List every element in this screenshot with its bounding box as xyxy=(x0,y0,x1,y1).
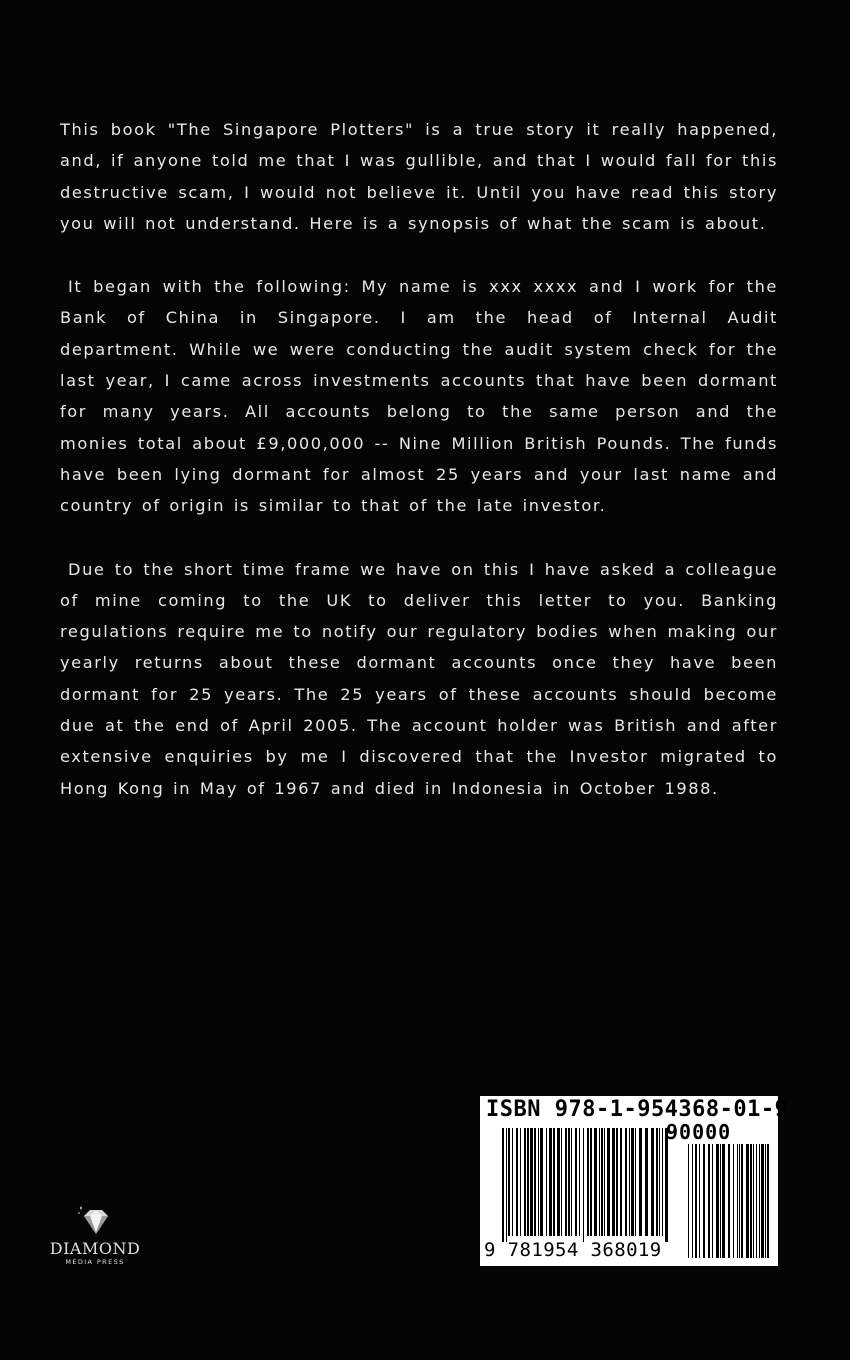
barcode-bar xyxy=(750,1144,752,1258)
synopsis-paragraph-3: Due to the short time frame we have on this I have asked a colleague of mine coming to the UK to deliver this letter to you. Banking regulations require me to notify our regulatory bodies when making our yearly returns about these dormant accounts once they have been dormant for 25 years. The 25 years of these accounts should become due at the end of April 2005. The account holder was British and after extensive enquiries by me I discovered that the Investor migrated to Hong Kong in May of 1967 and died in Indonesia in October 1988. xyxy=(60,559,778,798)
barcode-bar xyxy=(746,1144,749,1258)
barcode-bar xyxy=(703,1144,705,1258)
synopsis-paragraph-2: It began with the following: My name is xxx xxxx and I work for the Bank of China in Singapore. I am the head of Internal Audit department. While we were conducting the audit system check for the last year, I came across investments accounts that have been dormant for many years. All accounts belong to the same person and the monies total about £9,000,000 -- Nine Million British Pounds. The funds have been lying dormant for almost 25 years and your last name and country of origin is similar to that of the late investor. xyxy=(60,277,778,516)
barcode-bar xyxy=(741,1144,743,1258)
barcode-bar xyxy=(516,1128,518,1236)
barcode-bar xyxy=(756,1144,757,1258)
isbn-number: ISBN 978-1-954368-01-9 xyxy=(486,1097,789,1122)
barcode-bar xyxy=(524,1128,526,1236)
barcode-addon-number: 90000 xyxy=(666,1120,732,1144)
diamond-icon xyxy=(76,1202,114,1240)
barcode-bar xyxy=(716,1144,719,1258)
barcode-bar xyxy=(765,1144,766,1258)
barcode-bar xyxy=(635,1128,636,1236)
barcode-bar xyxy=(520,1128,521,1236)
barcode-bar xyxy=(557,1128,560,1236)
barcode-bar xyxy=(579,1128,580,1236)
barcode-bar xyxy=(565,1128,567,1236)
barcode-bar xyxy=(695,1144,697,1258)
barcode-bar xyxy=(508,1128,510,1236)
barcode-bar xyxy=(662,1128,663,1236)
barcode-bar xyxy=(656,1128,658,1236)
barcode-bar xyxy=(625,1128,627,1236)
barcode-bar xyxy=(699,1144,700,1258)
barcode-bar xyxy=(540,1128,543,1236)
barcode-bar xyxy=(594,1128,597,1236)
barcode-digits: 9 781954 368019 xyxy=(484,1239,662,1261)
barcode-bar xyxy=(688,1144,689,1258)
barcode-bar xyxy=(722,1144,725,1258)
barcode-bar xyxy=(590,1128,592,1236)
barcode-bar xyxy=(612,1128,615,1236)
barcode-bar xyxy=(708,1144,710,1258)
barcode-bar xyxy=(759,1144,760,1258)
barcode-bar xyxy=(639,1128,642,1236)
barcode-bar xyxy=(512,1128,513,1236)
barcode-bar xyxy=(692,1144,693,1258)
barcode-bar xyxy=(506,1128,507,1242)
barcode-bar xyxy=(553,1128,555,1236)
barcode-bar xyxy=(599,1128,600,1236)
barcode-bar xyxy=(561,1128,562,1236)
barcode-bar xyxy=(587,1128,589,1236)
synopsis-paragraph-1: This book "The Singapore Plotters" is a true story it really happened, and, if anyone told me that I was gullible, and that I would fall for this destructive scam, I would not believe it. Until you have read this story you will not understand. Here is a synopsis of what the scam is about. xyxy=(60,120,778,233)
barcode-bar xyxy=(767,1144,769,1258)
barcode-bar xyxy=(530,1128,533,1236)
barcode-bar xyxy=(534,1128,536,1236)
barcode-bar xyxy=(629,1128,630,1236)
publisher-subtitle: MEDIA PRESS xyxy=(65,1258,125,1266)
barcode-bar xyxy=(733,1144,734,1258)
barcode-bar xyxy=(601,1128,603,1236)
barcode-bar xyxy=(720,1144,721,1258)
barcode-bar xyxy=(753,1144,754,1258)
barcode-bar xyxy=(607,1128,610,1236)
barcode-bar xyxy=(728,1144,730,1258)
barcode-bar xyxy=(538,1128,539,1236)
barcode-bar xyxy=(645,1128,648,1236)
barcode-bar xyxy=(575,1128,577,1236)
barcode-bar xyxy=(651,1128,654,1236)
barcode-bar xyxy=(546,1128,547,1236)
barcode-bar xyxy=(761,1144,764,1258)
barcode-bar xyxy=(659,1128,660,1236)
barcode-bar xyxy=(583,1128,584,1242)
barcode-bar xyxy=(604,1128,605,1236)
barcode-bar xyxy=(631,1128,634,1236)
barcode-bar xyxy=(712,1144,713,1258)
publisher-name: DIAMOND xyxy=(49,1239,141,1258)
barcode-bar xyxy=(571,1128,572,1236)
barcode-bar xyxy=(616,1128,618,1236)
barcode-bar xyxy=(620,1128,622,1236)
back-cover-synopsis xyxy=(60,114,778,836)
barcode-bar xyxy=(549,1128,552,1236)
barcode-bar xyxy=(737,1144,738,1258)
barcode-bar xyxy=(527,1128,529,1236)
barcode-bar xyxy=(502,1128,504,1242)
isbn-barcode xyxy=(480,1096,789,1266)
barcode-bar xyxy=(739,1144,740,1258)
publisher-logo xyxy=(40,1198,150,1270)
barcode-bar xyxy=(568,1128,570,1236)
barcode-bar xyxy=(665,1128,668,1242)
